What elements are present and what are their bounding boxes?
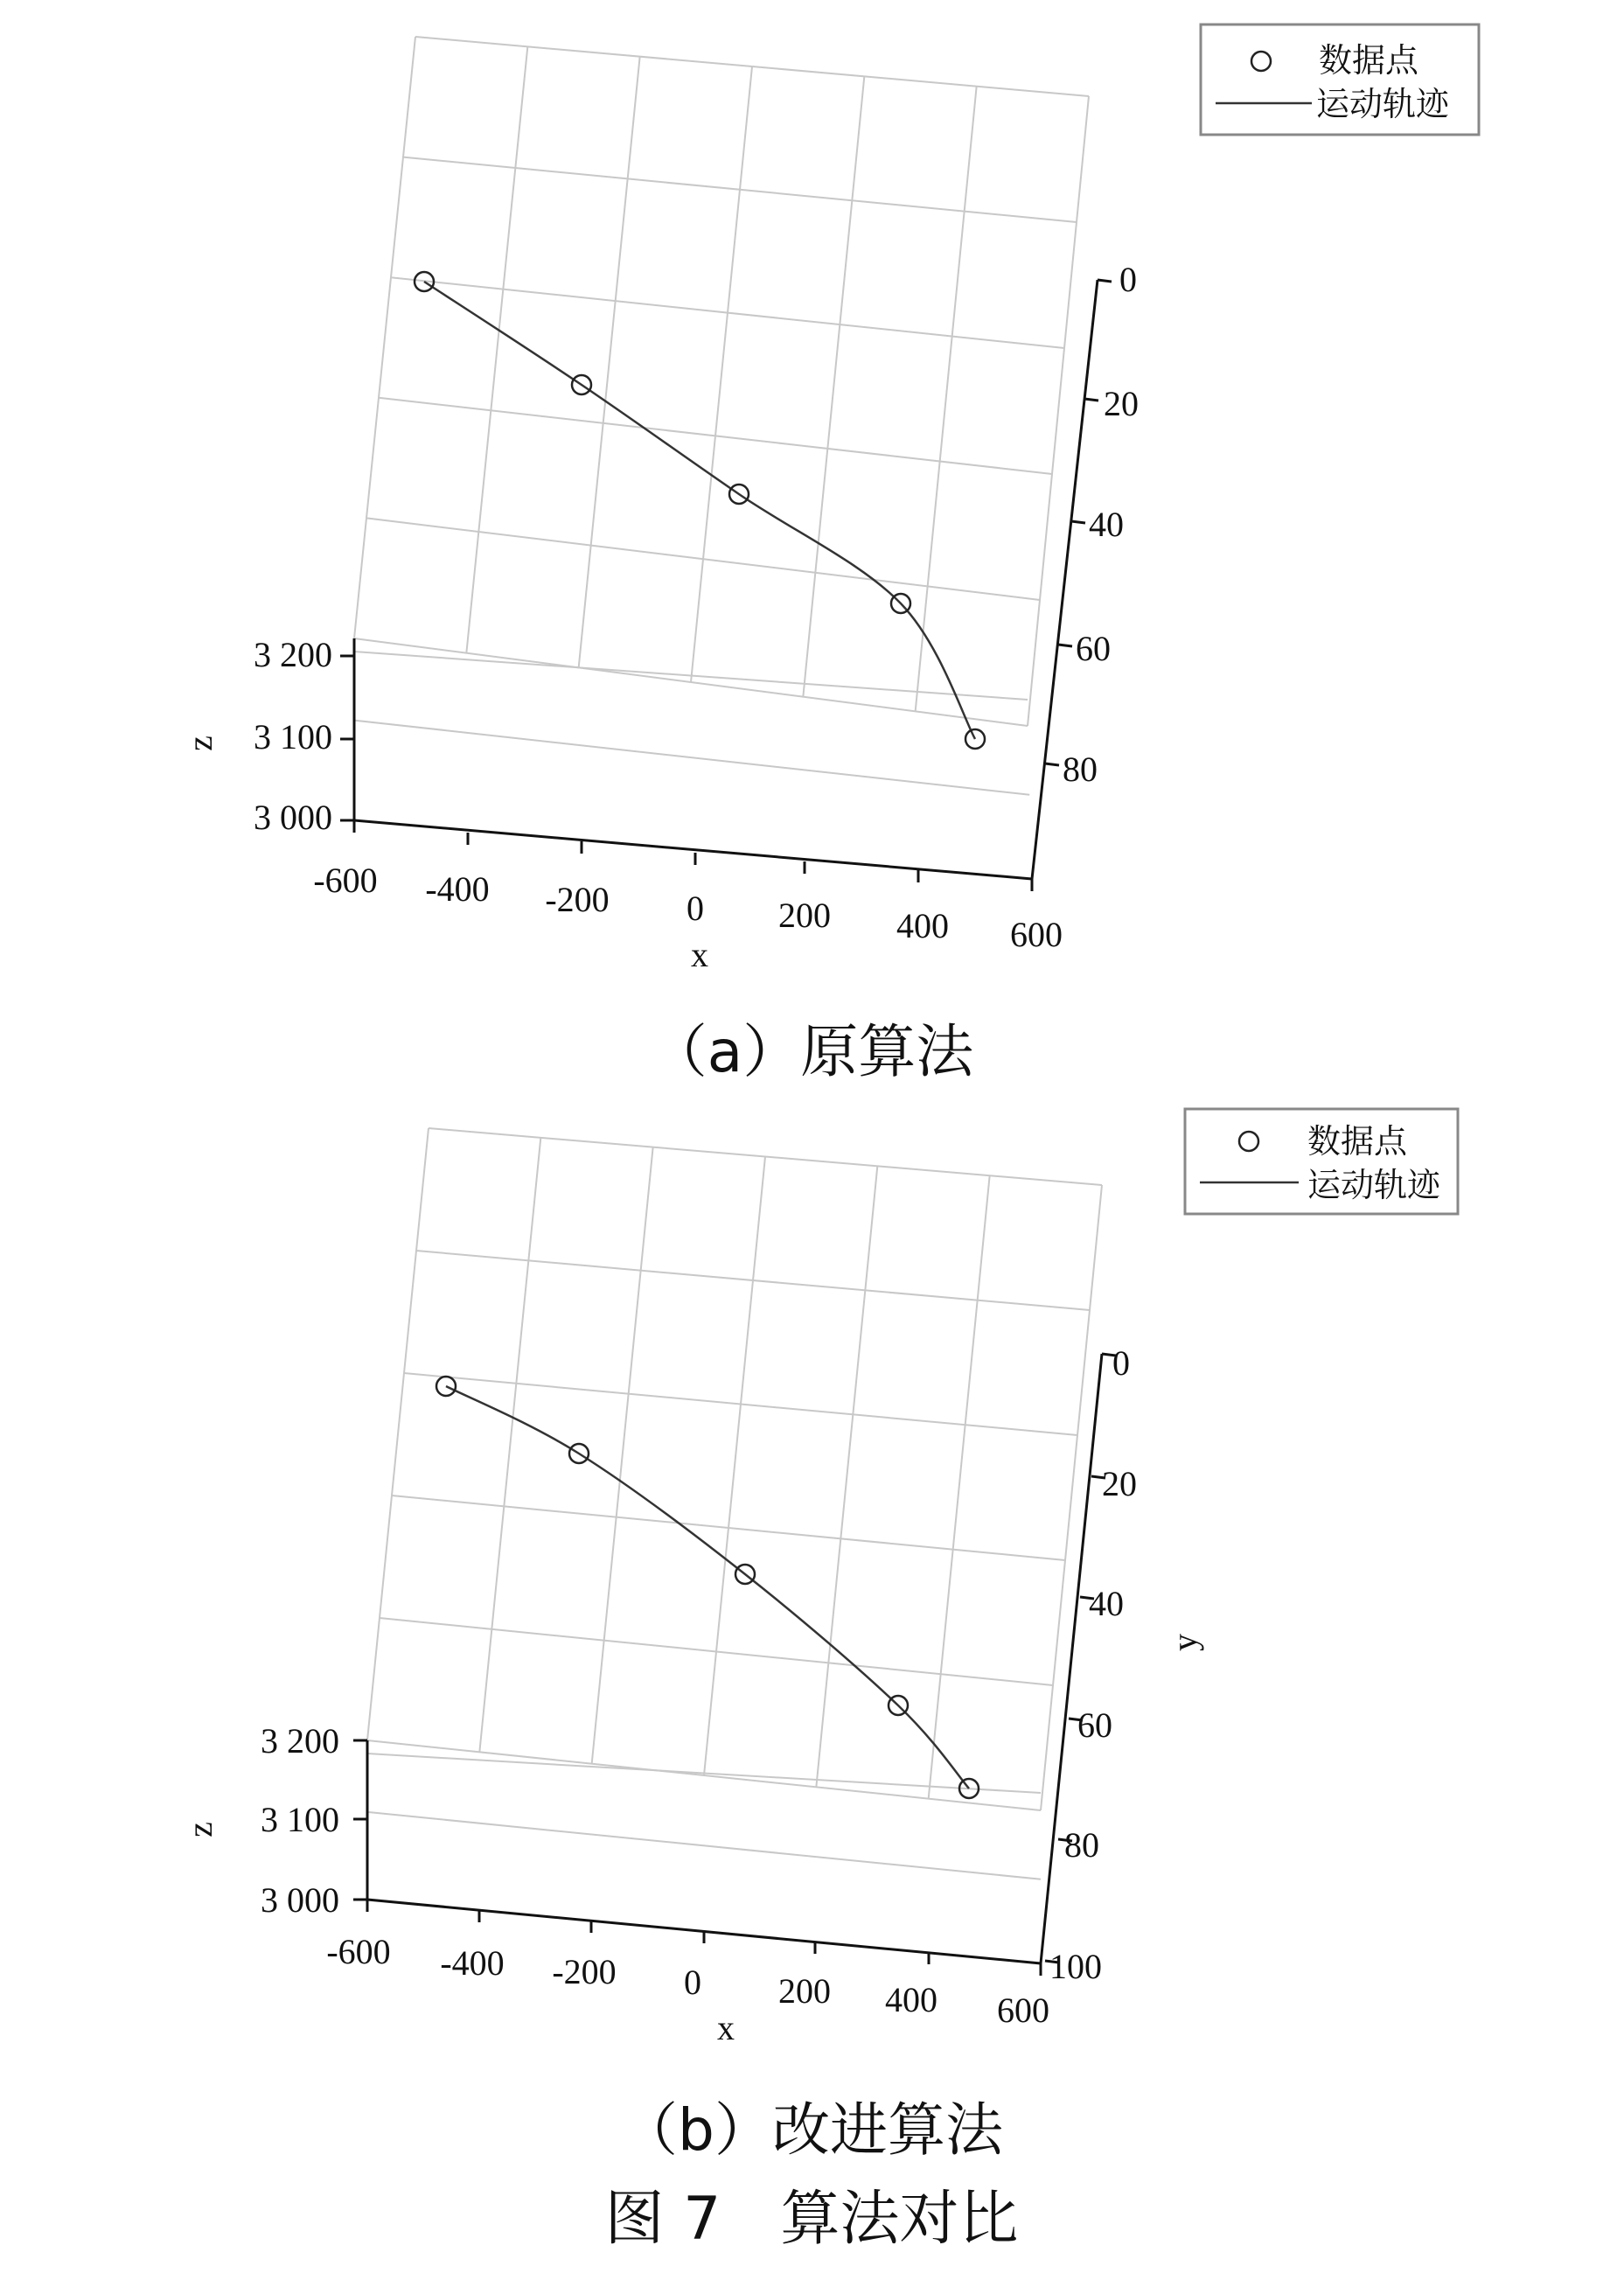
y-tick-label: 60 — [1076, 629, 1111, 668]
gridline — [929, 1175, 990, 1799]
gridline — [366, 518, 1040, 600]
x-axis-label: x — [717, 2008, 735, 2047]
gridline — [691, 66, 752, 682]
gridline — [466, 46, 527, 652]
gridline — [415, 37, 1089, 96]
gridline — [380, 1618, 1053, 1685]
y-tick-label: 20 — [1104, 384, 1139, 423]
axis-line — [1041, 1354, 1102, 1963]
trajectory-line-a — [424, 282, 975, 739]
gridline — [354, 652, 1028, 700]
x-tick-label: 200 — [778, 896, 831, 935]
gridline — [354, 638, 1028, 726]
gridline — [354, 37, 415, 638]
legend-entry-trajectory: 运动轨迹 — [1307, 1166, 1441, 1204]
data-points-a — [415, 272, 985, 749]
x-tick-label: -200 — [552, 1952, 617, 1991]
x-tick-label: -600 — [313, 861, 378, 900]
gridline — [379, 398, 1052, 474]
y-axis-label: y — [1165, 1634, 1204, 1651]
gridline — [391, 277, 1064, 348]
y-tick-label: 100 — [1049, 1947, 1102, 1986]
legend-entry-data-points: 数据点 — [1307, 1122, 1408, 1161]
gridline — [416, 1251, 1090, 1310]
x-tick-label: -200 — [545, 880, 610, 919]
y-tick-label: 40 — [1089, 505, 1124, 544]
z-axis-label: z — [180, 736, 220, 751]
gridline — [704, 1157, 765, 1776]
gridline — [579, 57, 640, 668]
gridline — [367, 1812, 1041, 1879]
axes-b — [353, 1354, 1116, 1976]
y-tick-label: 60 — [1077, 1705, 1112, 1745]
y-tick-label: 80 — [1064, 1825, 1099, 1865]
x-tick-label: 600 — [1010, 915, 1063, 954]
y-tick-label: 0 — [1119, 260, 1137, 299]
gridline — [803, 76, 864, 696]
x-tick-label: 600 — [997, 1991, 1049, 2030]
z-tick-label: 3 100 — [261, 1800, 339, 1839]
y-tick — [1098, 280, 1112, 282]
x-tick-label: 0 — [684, 1963, 701, 2002]
z-tick-label: 3 000 — [261, 1880, 339, 1920]
z-tick-label: 3 100 — [254, 717, 332, 757]
chart-panel-b — [180, 1109, 1458, 2164]
grid-a — [354, 37, 1089, 795]
gridline — [916, 87, 977, 712]
gridline — [816, 1166, 877, 1787]
y-tick — [1058, 645, 1072, 646]
gridline — [403, 157, 1077, 222]
chart-panel-a — [180, 24, 1479, 1085]
gridline — [404, 1373, 1077, 1435]
gridline — [479, 1138, 540, 1753]
x-tick-label: 400 — [885, 1980, 937, 2019]
grid-b — [367, 1128, 1102, 1879]
y-tick-label: 0 — [1112, 1343, 1130, 1383]
z-tick-label: 3 200 — [261, 1721, 339, 1761]
y-tick-label: 40 — [1089, 1584, 1124, 1623]
x-axis-label: x — [691, 935, 708, 974]
legend-a — [1201, 24, 1479, 135]
x-tick-label: -400 — [440, 1943, 505, 1983]
axes-a — [340, 280, 1112, 891]
gridline — [367, 1754, 1041, 1793]
legend-entry-data-points: 数据点 — [1319, 41, 1419, 80]
z-tick-label: 3 200 — [254, 635, 332, 674]
gridline — [392, 1496, 1065, 1560]
y-tick — [1045, 763, 1059, 765]
gridline — [367, 1128, 429, 1740]
x-tick-label: -400 — [425, 869, 490, 909]
gridline — [592, 1147, 653, 1764]
x-tick-label: 0 — [687, 889, 704, 928]
y-tick — [1071, 521, 1085, 523]
y-tick — [1084, 399, 1098, 401]
caption-a: （a）原算法 — [649, 1018, 974, 1085]
figure-caption: 图 7 算法对比 — [604, 2185, 1019, 2254]
z-axis-label: z — [180, 1822, 220, 1837]
caption-b: （b）改进算法 — [620, 2096, 1003, 2164]
legend-entry-trajectory: 运动轨迹 — [1316, 85, 1450, 123]
legend-b — [1185, 1109, 1458, 1214]
gridline — [354, 721, 1029, 795]
y-tick-label: 20 — [1102, 1464, 1137, 1503]
gridline — [429, 1128, 1102, 1185]
z-tick-label: 3 000 — [254, 798, 332, 837]
trajectory-line-b — [446, 1386, 969, 1788]
y-tick-label: 80 — [1063, 750, 1098, 789]
x-tick-label: 200 — [778, 1971, 831, 2011]
x-tick-label: 400 — [896, 906, 949, 945]
x-tick-label: -600 — [326, 1932, 391, 1971]
